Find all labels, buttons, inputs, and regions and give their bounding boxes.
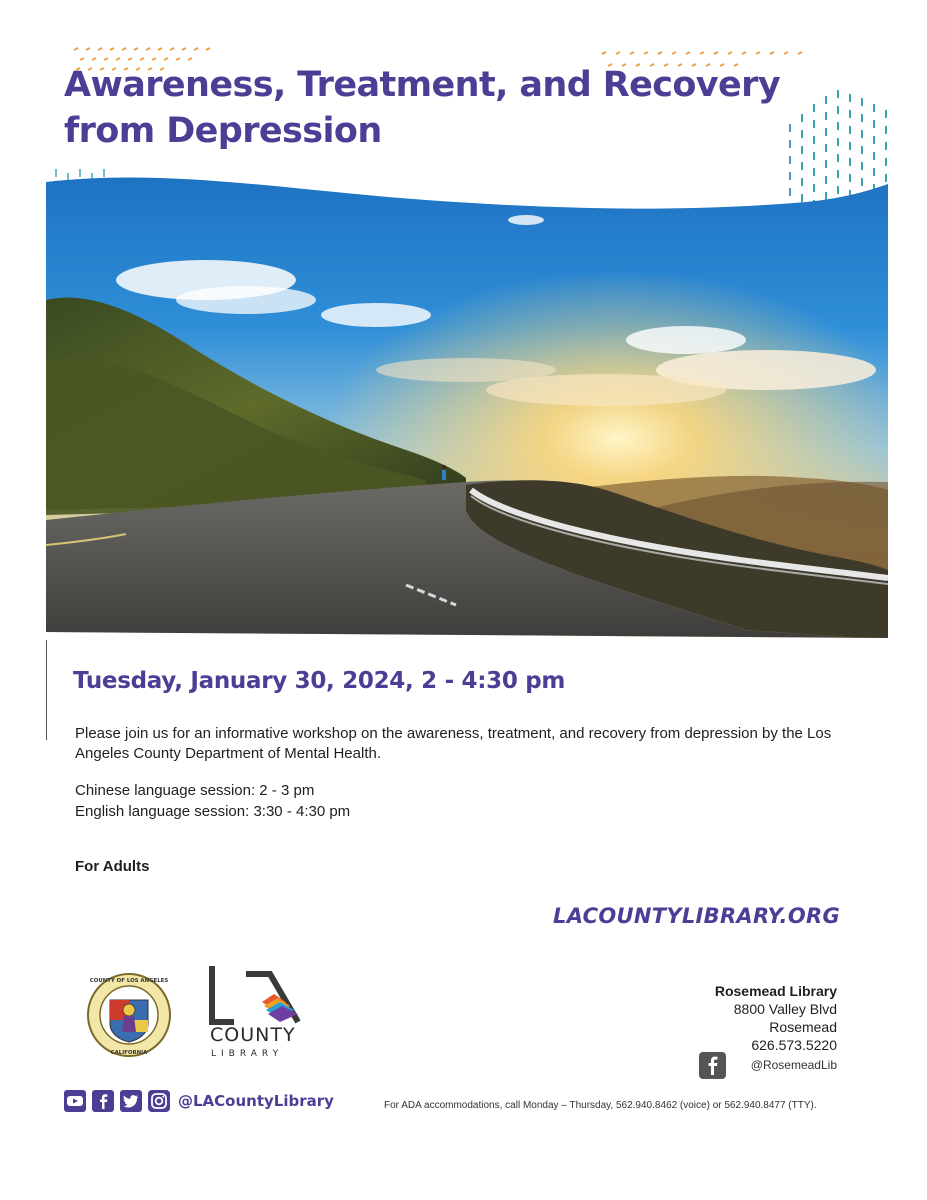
- library-logo-word: COUNTY: [210, 1024, 296, 1046]
- seal-text-top: COUNTY OF LOS ANGELES: [89, 978, 169, 984]
- library-social-handle[interactable]: @LACountyLibrary: [178, 1092, 334, 1110]
- branch-facebook-handle[interactable]: @RosemeadLib: [750, 1058, 837, 1072]
- session-english: English language session: 3:30 - 4:30 pm: [75, 803, 351, 820]
- facebook-icon[interactable]: [92, 1090, 114, 1112]
- title-line-2: from Depression: [64, 111, 382, 151]
- scan-edge-line: [46, 640, 47, 740]
- facebook-icon[interactable]: [699, 1052, 726, 1079]
- session-list: [75, 780, 350, 822]
- audience-label: For Adults: [75, 858, 150, 875]
- branch-phone: 626.573.5220: [751, 1037, 837, 1053]
- county-seal-logo: [86, 972, 172, 1058]
- la-county-library-logo: [208, 966, 308, 1062]
- website-link[interactable]: LACOUNTYLIBRARY.ORG: [553, 904, 840, 928]
- event-date-time: Tuesday, January 30, 2024, 2 - 4:30 pm: [73, 668, 566, 694]
- social-media-bar: [64, 1090, 334, 1112]
- branch-address: 8800 Valley Blvd: [733, 1001, 837, 1017]
- branch-info: [715, 982, 837, 1054]
- title-line-1: Awareness, Treatment, and Recovery: [64, 65, 781, 105]
- library-logo-sub: LIBRARY: [211, 1049, 284, 1059]
- branch-name: Rosemead Library: [714, 983, 837, 999]
- flyer-title: [64, 62, 864, 154]
- twitter-icon[interactable]: [120, 1090, 142, 1112]
- hero-photo-mountain-road-sunset: [46, 160, 888, 640]
- seal-text-bottom: CALIFORNIA: [110, 1050, 148, 1056]
- ada-notice: For ADA accommodations, call Monday – Thursday, 562.940.8462 (voice) or 562.940.8477 (TTY).: [384, 1100, 817, 1111]
- branch-city: Rosemead: [769, 1019, 837, 1035]
- youtube-icon[interactable]: [64, 1090, 86, 1112]
- instagram-icon[interactable]: [148, 1090, 170, 1112]
- session-chinese: Chinese language session: 2 - 3 pm: [75, 782, 315, 799]
- event-description: Please join us for an informative workshop on the awareness, treatment, and recovery from depression by the Los Angeles County Department of Mental Health.: [75, 725, 832, 762]
